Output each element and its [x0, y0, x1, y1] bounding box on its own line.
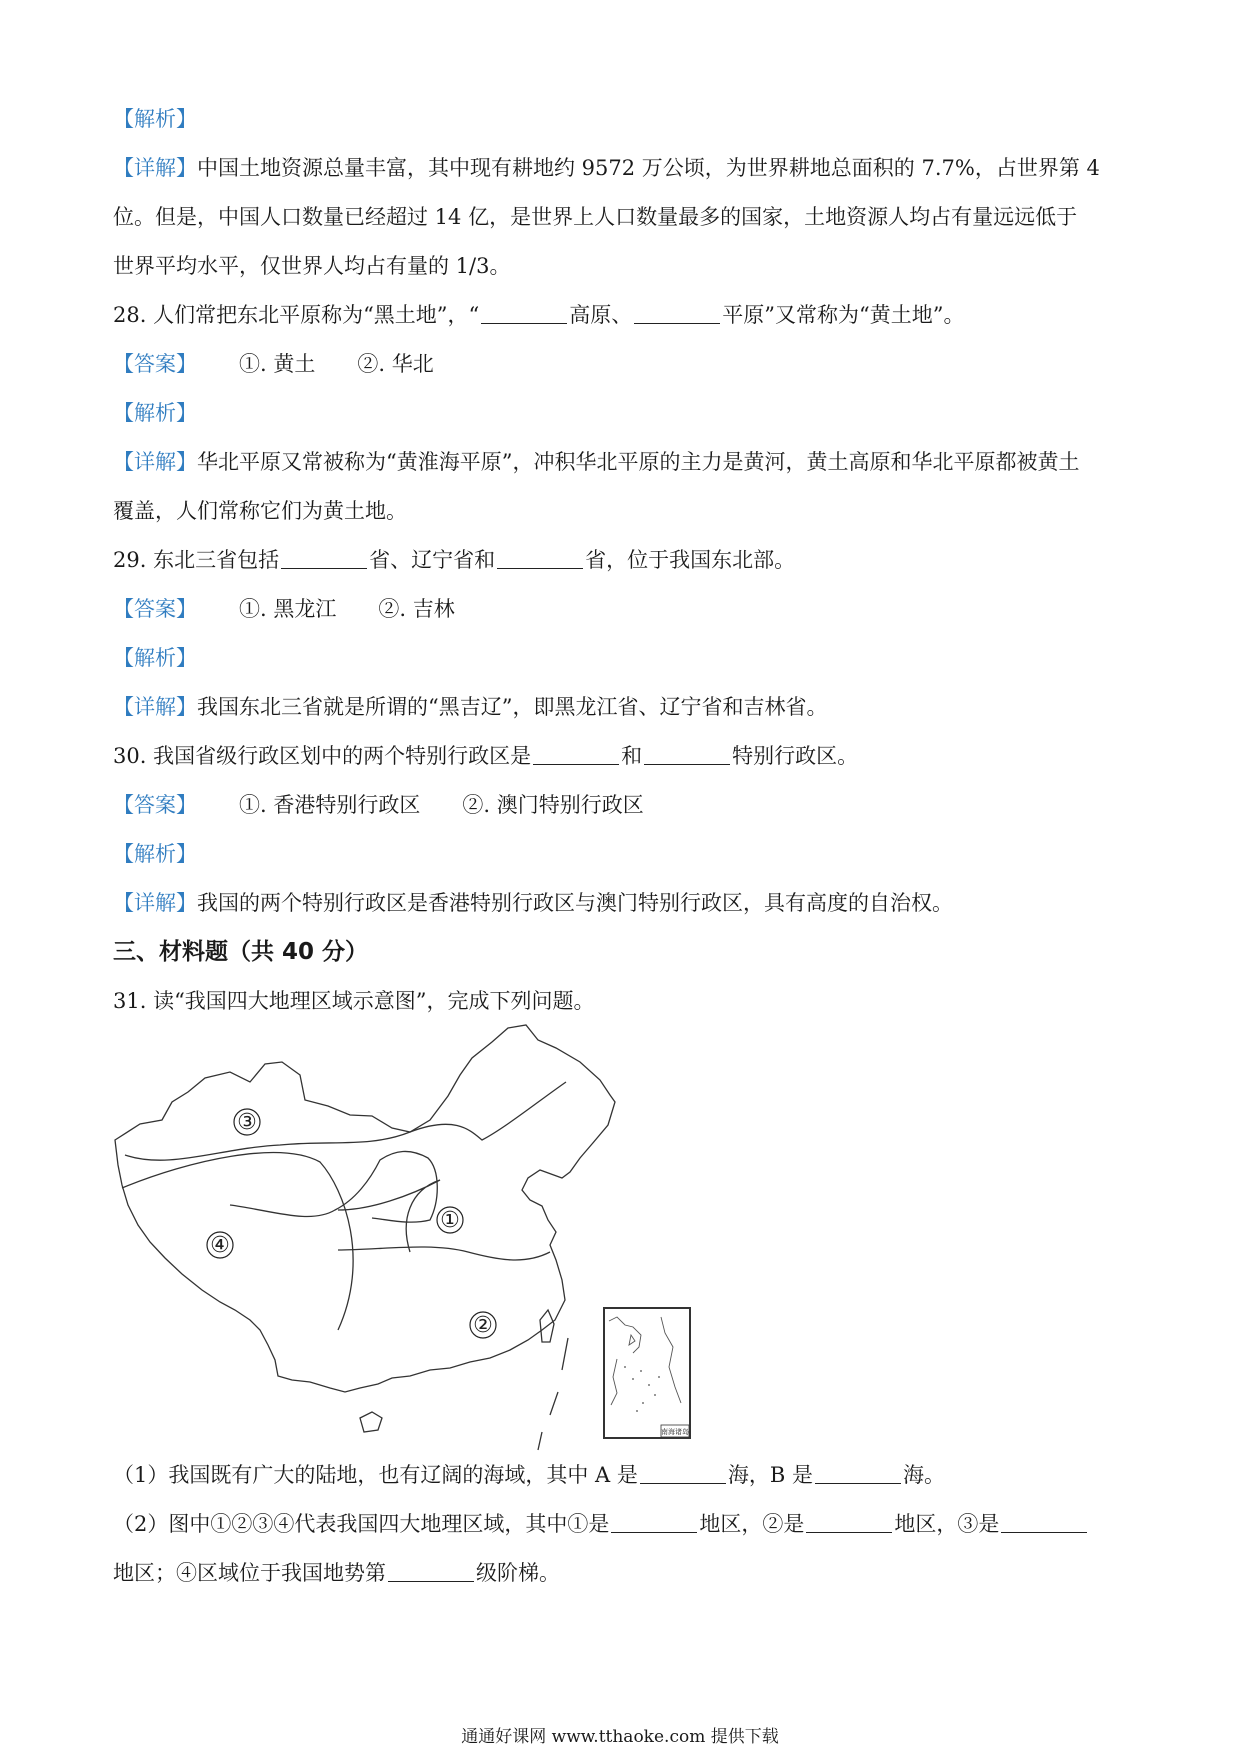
answer-blank: [644, 744, 730, 765]
section-heading: 三、材料题（共 40 分）: [113, 939, 369, 965]
answer-item: ②. 澳门特别行政区: [462, 793, 644, 817]
answer-item: ①. 黑龙江: [239, 597, 337, 621]
analysis-label: 【解析】: [113, 401, 197, 425]
answer-item: ①. 黄土: [239, 352, 316, 376]
question-text: 海。: [902, 1463, 945, 1487]
answer-blank: [281, 548, 367, 569]
detail-line: 覆盖，人们常称它们为黄土地。: [113, 499, 407, 523]
region-boundary-qinghai-tibet: [122, 1153, 353, 1330]
analysis-label: 【解析】: [113, 842, 197, 866]
question-text: 29. 东北三省包括: [113, 548, 280, 572]
detail-text: 中国土地资源总量丰富，其中现有耕地约 9572 万公顷，为世界耕地总面积的 7.7%，占世界第 4: [197, 156, 1100, 180]
detail-text: 我国的两个特别行政区是香港特别行政区与澳门特别行政区，具有高度的自治权。: [197, 891, 953, 915]
answer-label: 【答案】: [113, 352, 197, 376]
detail-label: 【详解】: [113, 891, 197, 915]
question-text: 地区，②是: [699, 1512, 805, 1536]
question-31-2-cont: [113, 1558, 560, 1588]
answer-label: 【答案】: [113, 597, 197, 621]
answer-blank: [533, 744, 619, 765]
question-text: 28. 人们常把东北平原称为“黑土地”，“: [113, 303, 480, 327]
south-china-sea-inset: [603, 1307, 691, 1439]
question-29: [113, 545, 795, 575]
answer-blank: [1001, 1512, 1087, 1533]
question-text: 省，位于我国东北部。: [585, 548, 796, 572]
question-text: 高原、: [569, 303, 633, 327]
detail-label: 【详解】: [113, 156, 197, 180]
region-label-2: ②: [473, 1313, 493, 1338]
answer-item: ②. 吉林: [378, 597, 455, 621]
question-31-1: [113, 1460, 945, 1490]
question-text: （1）我国既有广大的陆地，也有辽阔的海域，其中 A 是: [113, 1463, 638, 1487]
question-text: 级阶梯。: [476, 1561, 560, 1585]
question-30: [113, 741, 858, 771]
detail-paragraph: [113, 447, 1079, 477]
detail-paragraph: [113, 692, 827, 722]
answer-blank: [815, 1463, 901, 1484]
detail-line: 世界平均水平，仅世界人均占有量的 1/3。: [113, 254, 511, 278]
answer-blank: [806, 1512, 892, 1533]
answer-blank: [640, 1463, 726, 1484]
question-text: 30. 我国省级行政区划中的两个特别行政区是: [113, 744, 532, 768]
question-31: 31. 读“我国四大地理区域示意图”，完成下列问题。: [113, 989, 595, 1013]
answer-label: 【答案】: [113, 793, 197, 817]
answer-29: [113, 594, 455, 624]
detail-text: 华北平原又常被称为“黄淮海平原”，冲积华北平原的主力是黄河，黄土高原和华北平原都被黄土: [197, 450, 1080, 474]
region-label-1: ①: [440, 1208, 460, 1233]
detail-line: 位。但是，中国人口数量已经超过 14 亿，是世界上人口数量最多的国家，土地资源人均占有量远远低于: [113, 205, 1078, 229]
yellow-river: [230, 1151, 437, 1222]
question-text: 海，B 是: [727, 1463, 813, 1487]
china-regions-map: [110, 1020, 630, 1460]
question-31-2: [113, 1509, 1089, 1539]
answer-blank: [611, 1512, 697, 1533]
hainan-island: [360, 1412, 382, 1432]
detail-paragraph: [113, 888, 953, 918]
detail-label: 【详解】: [113, 450, 197, 474]
detail-paragraph: [113, 153, 1100, 183]
question-28: [113, 300, 965, 330]
region-label-3: ③: [237, 1110, 257, 1135]
question-text: 平原”又常称为“黄土地”。: [722, 303, 965, 327]
answer-blank: [481, 303, 567, 324]
region-boundary-qinling-huaihe: [338, 1247, 550, 1260]
question-text: 省、辽宁省和: [369, 548, 496, 572]
answer-item: ②. 华北: [357, 352, 434, 376]
detail-label: 【详解】: [113, 695, 197, 719]
question-text: （2）图中①②③④代表我国四大地理区域，其中①是: [113, 1512, 610, 1536]
question-text: 地区；④区域位于我国地势第: [113, 1561, 386, 1585]
page-footer: 通通好课网 www.tthaoke.com 提供下载: [461, 1727, 779, 1747]
answer-item: ①. 香港特别行政区: [239, 793, 421, 817]
answer-blank: [497, 548, 583, 569]
south-sea-boundary: [538, 1338, 568, 1450]
region-label-4: ④: [210, 1233, 230, 1258]
region-boundary-north-south: [338, 1180, 440, 1252]
answer-blank: [388, 1561, 474, 1582]
analysis-label: 【解析】: [113, 646, 197, 670]
china-outline: [115, 1025, 615, 1392]
question-text: 特别行政区。: [732, 744, 859, 768]
detail-text: 我国东北三省就是所谓的“黑吉辽”，即黑龙江省、辽宁省和吉林省。: [197, 695, 828, 719]
analysis-label: 【解析】: [113, 107, 197, 131]
answer-30: [113, 790, 644, 820]
question-text: 地区，③是: [894, 1512, 1000, 1536]
region-boundary-north-west: [125, 1082, 566, 1160]
inset-caption: 南海诸岛: [661, 1428, 689, 1436]
question-text: 和: [621, 744, 643, 768]
answer-blank: [634, 303, 720, 324]
answer-28: [113, 349, 434, 379]
